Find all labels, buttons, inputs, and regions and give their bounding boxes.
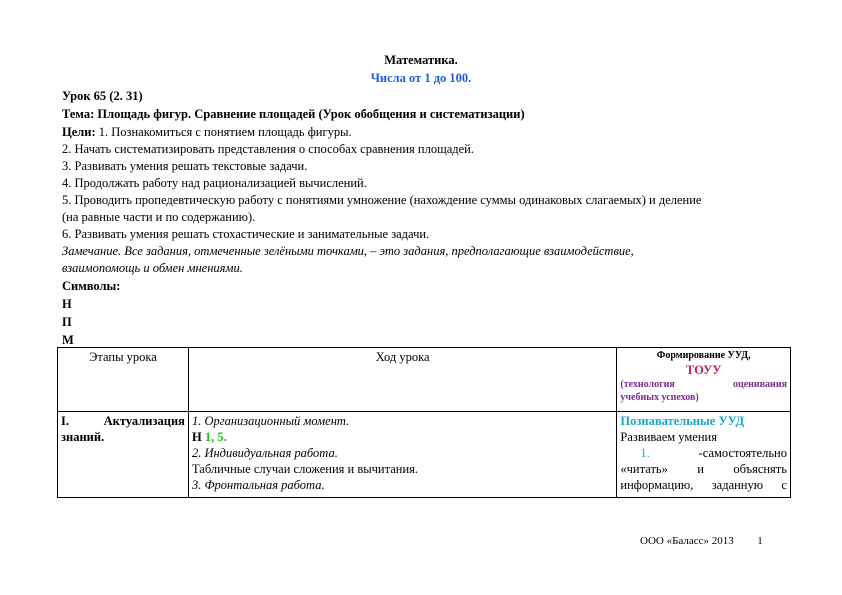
lesson-table [57,347,791,498]
row-uud [617,412,791,498]
header-tech-word: оценивания [732,379,787,390]
goal-item: 5. Проводить пропедевтическую работу с понятиями умножение (нахождение суммы одинаковых слагаемых) и деление [62,193,702,207]
goals-line-1 [62,124,352,140]
goal-item: 2. Начать систематизировать представления о способах сравнения площадей. [62,142,474,156]
uud-line [620,477,787,493]
table-row [58,412,791,498]
uud-title: Познавательные УУД [620,414,745,428]
topic-text: Площадь фигур. Сравнение площадей (Урок обобщения и систематизации) [94,107,525,121]
row-progress [188,412,616,498]
page-footer [640,533,763,549]
progress-item: Табличные случаи сложения и вычитания. [191,462,419,476]
lesson-topic [62,106,525,122]
uud-word: и [697,462,704,476]
header-tech-word: (технология [620,379,675,390]
uud-list-text: -самостоятельно [698,446,787,460]
progress-symbol-line [192,429,613,445]
symbols-label: Символы: [62,279,121,293]
topic-label: Тема: [62,107,95,121]
symbol-marker: Н [191,430,202,444]
uud-list-number: 1. [640,446,650,460]
uud-word: «читать» [620,462,668,476]
table-header-row [58,348,791,412]
header-stages-text: Этапы урока [89,350,157,364]
subject-title: Математика. [384,53,458,67]
goal-item: (на равные части и по содержанию). [62,210,256,224]
note-line-1: Замечание. Все задания, отмеченные зелёными точками, – это задания, предполагающие взаимодействие, [62,244,634,258]
footer-company: ООО «Баласс» 2013 [640,535,734,547]
uud-line [620,461,787,477]
symbol-n: Н [62,297,72,311]
header-uud-title: Формирование УУД, [656,350,751,361]
goal-item: 4. Продолжать работу над рационализацией вычислений. [62,176,367,190]
lesson-number: Урок 65 (2. 31) [62,89,143,103]
uud-list-line [620,445,787,461]
symbol-p: П [62,315,72,329]
uud-word: информацию, [620,478,694,492]
symbol-numbers: 1, 5. [201,430,227,444]
stage-word: Актуализация [103,414,185,428]
stage-line [61,413,185,429]
goal-item: 6. Развивать умения решать стохастические и занимательные задачи. [62,227,430,241]
goals-label: Цели: [62,125,96,139]
note-line-2: взаимопомощь и обмен мнениями. [62,261,243,275]
page-number: 1 [757,535,763,547]
uud-word: с [781,478,787,492]
header-tech-line [620,378,787,391]
goal-item: 3. Развивать умения решать текстовые задачи. [62,159,308,173]
header-progress-text: Ход урока [375,350,430,364]
header-tech-end: учебных успехов) [620,392,699,403]
number-range-title: Числа от 1 до 100. [370,71,472,85]
header-uud [617,348,791,412]
stage-end: знаний. [61,430,105,444]
row-stage [58,412,189,498]
uud-word: объяснять [733,462,787,476]
uud-word: заданную [711,478,764,492]
header-stages [58,348,189,412]
stage-word: I. [61,414,69,428]
header-touu: ТОУУ [685,363,722,377]
symbol-m: М [62,333,74,347]
progress-item: 3. Фронтальная работа. [191,478,325,492]
uud-develop: Развиваем умения [620,430,717,444]
header-progress [188,348,616,412]
progress-item: 1. Организационный момент. [191,414,350,428]
progress-item: 2. Индивидуальная работа. [191,446,338,460]
goal-item: 1. Познакомиться с понятием площадь фигуры. [95,125,352,139]
